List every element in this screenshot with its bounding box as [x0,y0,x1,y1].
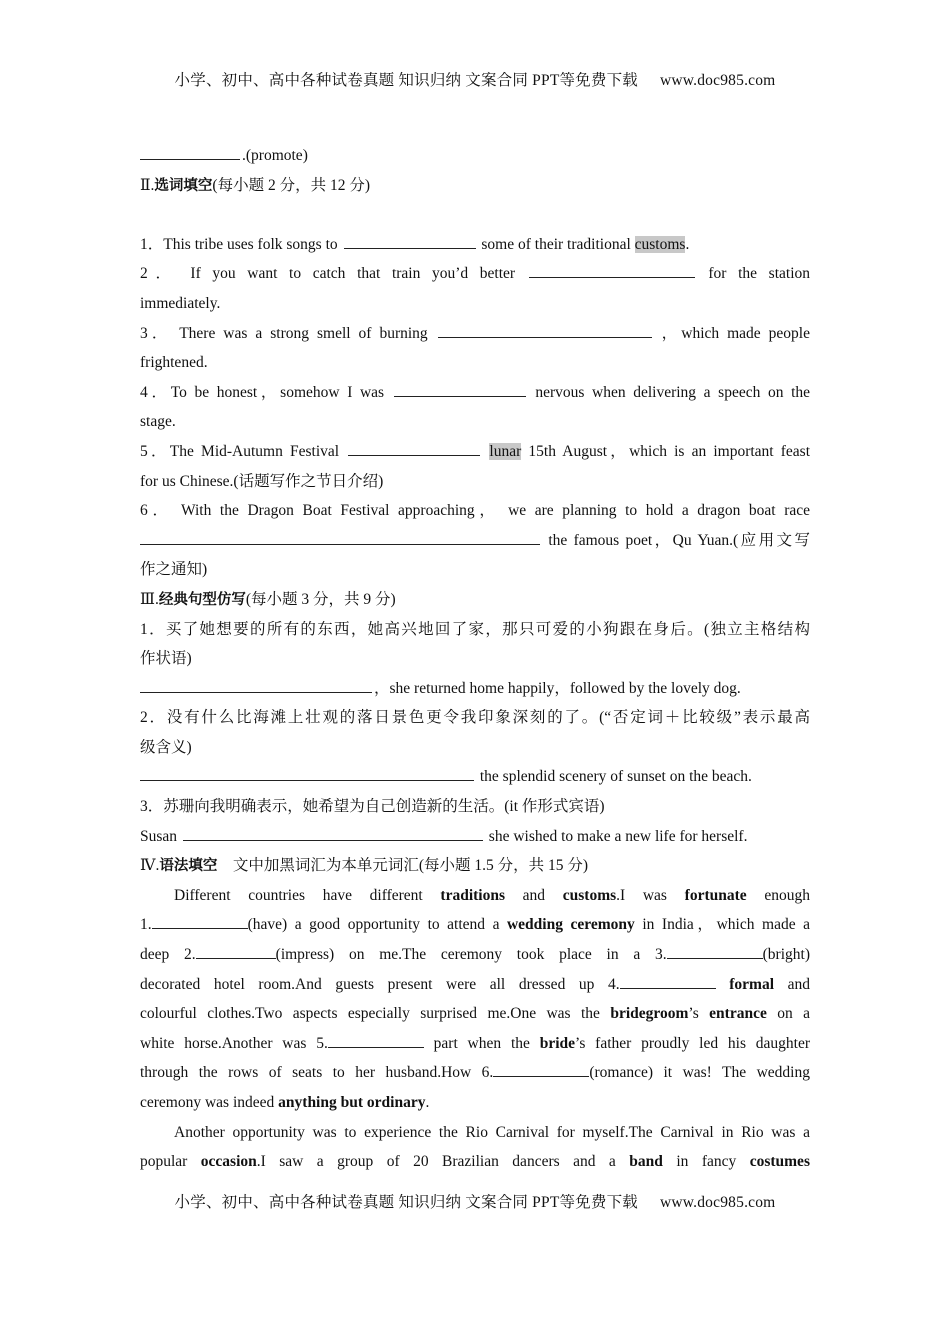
section-heading-3: Ⅲ.经典句型仿写(每小题 3 分，共 9 分) [140,590,396,608]
passage-1-line-7: through the rows of seats to her husband.How 6. (romance) it was! The wedding [140,1058,810,1088]
answer-blank[interactable] [140,141,240,160]
question-2-4: 4．To be honest，somehow I was nervous when delivering a speech on the [140,378,810,408]
footer-url[interactable]: www.doc985.com [659,1194,776,1211]
answer-blank[interactable] [140,762,474,781]
header-url[interactable]: www.doc985.com [659,72,776,89]
passage-1-line-1: Different countries have different traditions and customs.I was fortunate enough [174,886,810,904]
question-2-6: 6． With the Dragon Boat Festival approaching， we are planning to hold a dragon boat race [140,502,810,520]
question-2-2: 2． If you want to catch that train you’d better for the station [140,259,810,289]
section-heading-2: Ⅱ.选词填空(每小题 2 分，共 12 分) [140,176,370,194]
answer-blank[interactable] [140,526,540,545]
highlighted-word: customs [634,235,686,253]
passage-1-line-8: ceremony was indeed anything but ordinary. [140,1094,430,1111]
passage-1-line-2: 1. (have) a good opportunity to attend a wedding ceremony in India，which made a [140,910,810,940]
answer-blank[interactable] [529,259,695,278]
passage-2-line-1: Another opportunity was to experience the Rio Carnival for myself.The Carnival in Rio was a [174,1123,810,1141]
page-header [0,68,950,90]
question-2-5: 5．The Mid-Autumn Festival lunar 15th August，which is an important feast [140,437,810,467]
page-footer [0,1190,950,1212]
question-2-3: 3． There was a strong smell of burning ，which made people [140,319,810,349]
passage-2-line-2: popular occasion.I saw a group of 20 Brazilian dancers and a band in fancy costumes [140,1153,810,1171]
header-text: 小学、初中、高中各种试卷真题 知识归纳 文案合同 PPT等免费下载 [174,72,638,89]
passage-1-line-6: white horse.Another was 5. part when the bride’s father proudly led his daughter [140,1029,810,1059]
answer-blank[interactable] [394,378,526,397]
answer-blank[interactable] [438,319,652,338]
answer-blank-6[interactable] [493,1058,589,1077]
answer-blank-2[interactable] [196,940,276,959]
carryover-line: .(promote) [140,141,810,171]
answer-blank[interactable] [183,822,483,841]
answer-blank[interactable] [344,230,476,249]
passage-1-line-3: deep 2. (impress) on me.The ceremony took place in a 3. (bright) [140,940,810,970]
answer-blank[interactable] [348,437,480,456]
answer-blank[interactable] [140,674,372,693]
question-3-3: 3．苏珊向我明确表示，她希望为自己创造新的生活。(it 作形式宾语) [140,798,605,816]
answer-blank-3[interactable] [667,940,763,959]
answer-blank-5[interactable] [328,1029,424,1048]
question-2-1: 1．This tribe uses folk songs to some of their traditional customs. [140,230,810,260]
question-3-2: 2．没有什么比海滩上壮观的落日景色更令我印象深刻的了。(“否定词＋比较级”表示最高 [140,709,810,727]
footer-text: 小学、初中、高中各种试卷真题 知识归纳 文案合同 PPT等免费下载 [174,1194,638,1211]
passage-1-line-5: colourful clothes.Two aspects especially surprised me.One was the bridegroom’s entrance on a [140,1005,810,1023]
highlighted-word: lunar [489,442,522,460]
passage-1-line-4: decorated hotel room.And guests present were all dressed up 4. formal and [140,970,810,1000]
answer-blank-1[interactable] [152,910,248,929]
page-content: .(promote) Ⅱ.选词填空(每小题 2 分，共 12 分) 1．This tribe uses folk songs to some of their traditional customs. 2． If you want to catch that train you’d better for the station immediately. 3． There was a strong smell of burning ，which made people frightened. 4．To be honest，somehow I was nervous when delivering a speech on the stage. 5．The Mid-Autumn Festival lunar 15th August，which is an important feast for us Chinese.(话题写作之节日介绍) 6． With the Dragon Boat Festival approaching， we are planning to hold a dragon boat race the famous poet，Qu Yuan.(应用文写 作之通知) Ⅲ.经典句型仿写(每小题 3 分，共 9 分) 1．买了她想要的所有的东西，她高兴地回了家，那只可爱的小狗跟在身后。(独立主格结构 作状语) ，she returned home happily，followed by the lovely dog. 2．没有什么比海滩上壮观的落日景色更令我印象深刻的了。(“否定词＋比较级”表示最高 级含义) the splendid scenery of sunset on the beach. 3．苏珊向我明确表示，她希望为自己创造新的生活。(it 作形式宾语) Susan she wished to make a new life for herself. Ⅳ.语法填空 文中加黑词汇为本单元词汇(每小题 1.5 分，共 15 分) Different countries have different traditions and customs.I was fortunate enough 1. (have) a good opportunity to attend a wedding ceremony in India，which made a deep 2. (impress) on me.The ceremony took place in a 3. (bright) decorated hotel room.And guests present were all dressed up 4. formal and colourful clothes.Two aspects especially surprised me.One was the bridegroom’s entrance on a white horse.Another was 5. part when the bride’s father proudly led his daughter through the rows of seats to her husband.How 6. (romance) it was! The wedding ceremony was indeed anything but ordinary. Another opportunity was to experience the Rio Carnival for myself.The Carnival in Rio was a popular occasion.I saw a group of 20 Brazilian dancers and a band in fancy costumes [140,141,810,1177]
section-heading-4: Ⅳ.语法填空 文中加黑词汇为本单元词汇(每小题 1.5 分，共 15 分) [140,857,589,875]
question-3-1: 1．买了她想要的所有的东西，她高兴地回了家，那只可爱的小狗跟在身后。(独立主格结构 [140,620,810,638]
answer-blank-4[interactable] [620,970,716,989]
